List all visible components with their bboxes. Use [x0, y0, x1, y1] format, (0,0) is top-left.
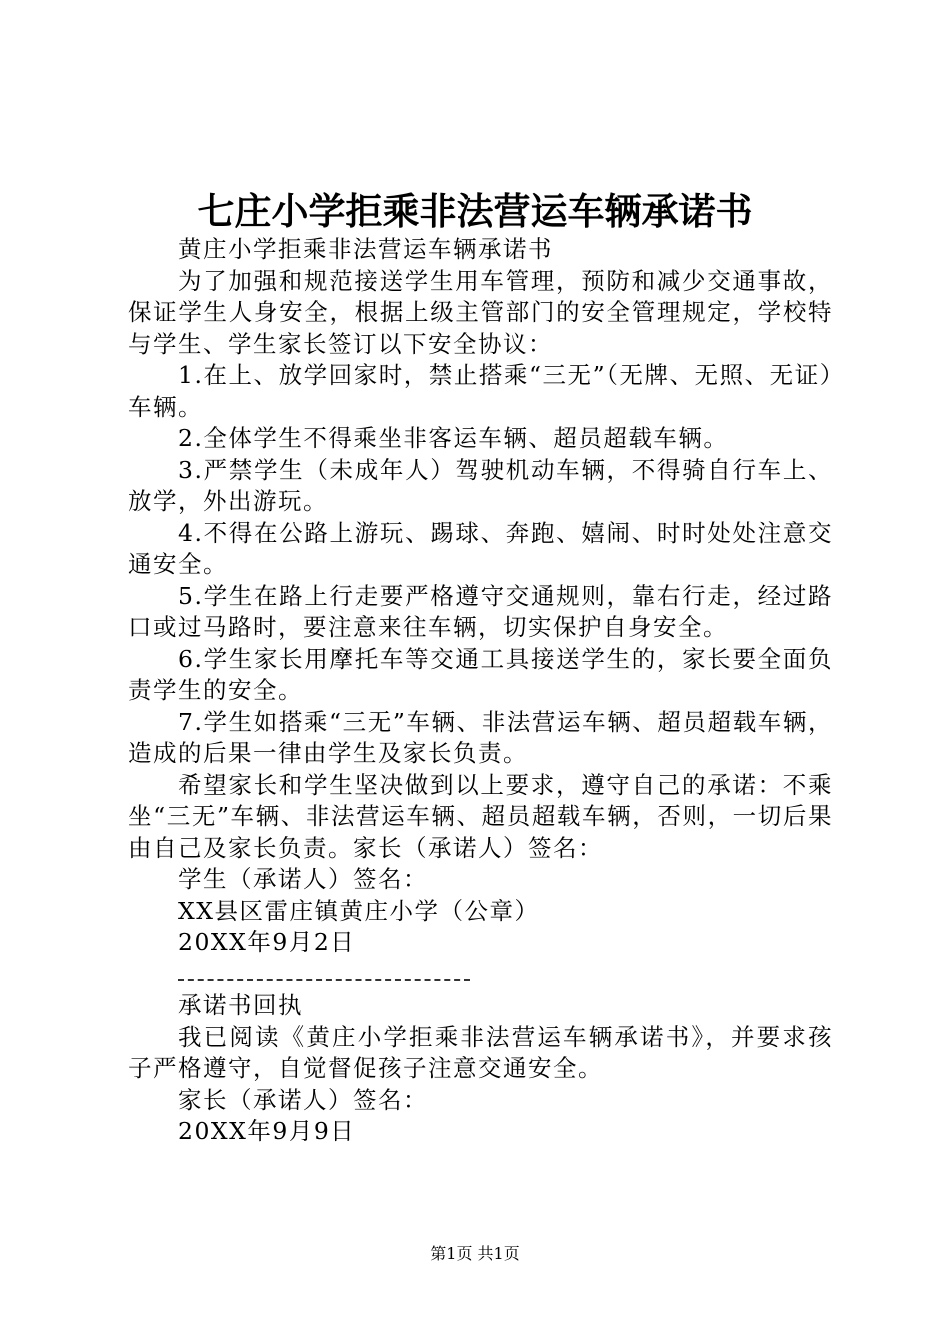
- rule-2-paragraph: 2.全体学生不得乘坐非客运车辆、超员超载车辆。: [178, 424, 729, 452]
- date-line-1: 20XX年9月2日: [178, 928, 356, 956]
- cut-line-separator: [128, 959, 833, 991]
- intro-paragraph: 为了加强和规范接送学生用车管理，预防和减少交通事故，保证学生人身安全，根据上级主管部门的安全管理规定，学校特与学生、学生家长签订以下安全协议：: [128, 266, 833, 358]
- rule-3-paragraph: 3.严禁学生（未成年人）驾驶机动车辆，不得骑自行车上、放学，外出游玩。: [128, 455, 833, 515]
- rule-7-paragraph: 7.学生如搭乘“三无”车辆、非法营运车辆、超员超载车辆，造成的后果一律由学生及家长负责。: [128, 707, 833, 767]
- rule-4-paragraph: 4.不得在公路上游玩、踢球、奔跑、嬉闹、时时处处注意交通安全。: [128, 518, 833, 578]
- receipt-title: 承诺书回执: [178, 991, 303, 1019]
- page-footer: 第1页 共1页: [430, 1244, 520, 1263]
- parent-signature-line: 家长（承诺人）签名：: [178, 1085, 428, 1114]
- rule-1-paragraph: 1.在上、放学回家时，禁止搭乘“三无”（无牌、无照、无证）车辆。: [128, 361, 833, 421]
- document-body: [128, 234, 833, 1148]
- receipt-paragraph: 我已阅读《黄庄小学拒乘非法营运车辆承诺书》，并要求孩子严格遵守，自觉督促孩子注意交通安全。: [128, 1022, 833, 1082]
- document-title: 七庄小学拒乘非法营运车辆承诺书: [197, 189, 753, 233]
- school-seal-line: XX县区雷庄镇黄庄小学（公章）: [178, 896, 540, 925]
- rule-6-paragraph: 6.学生家长用摩托车等交通工具接送学生的，家长要全面负责学生的安全。: [128, 644, 833, 704]
- student-signature-line: 学生（承诺人）签名：: [178, 865, 428, 893]
- date-line-2: 20XX年9月9日: [178, 1117, 356, 1145]
- commitment-paragraph: 希望家长和学生坚决做到以上要求，遵守自己的承诺：不乘坐“三无”车辆、非法营运车辆、超员超载车辆，否则，一切后果由自己及家长负责。家长（承诺人）签名：: [128, 770, 833, 862]
- rule-5-paragraph: 5.学生在路上行走要严格遵守交通规则，靠右行走，经过路口或过马路时，要注意来往车辆，切实保护自身安全。: [128, 581, 833, 641]
- subtitle-paragraph: 黄庄小学拒乘非法营运车辆承诺书: [178, 235, 553, 263]
